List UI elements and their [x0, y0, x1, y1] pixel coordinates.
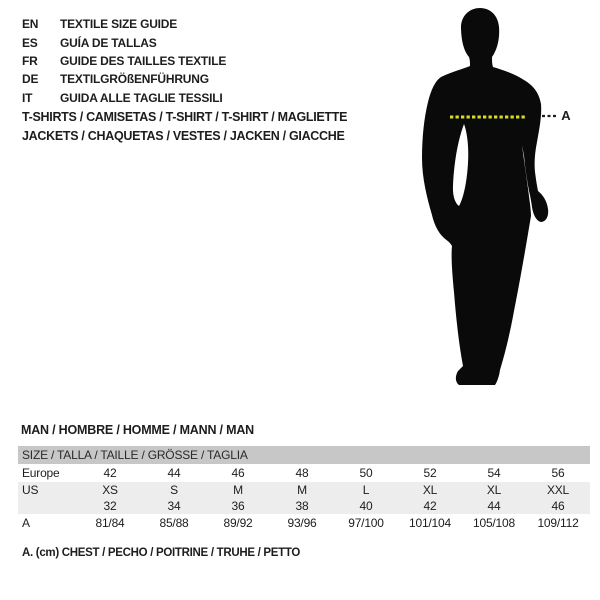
man-silhouette: [422, 8, 548, 385]
table-rowgroup-us: [18, 482, 590, 514]
section-title-man: MAN / HOMBRE / HOMME / MANN / MAN: [21, 423, 254, 437]
size-cell: 36: [231, 499, 245, 513]
size-cell: L: [362, 483, 370, 497]
size-cell: 105/108: [473, 516, 515, 530]
language-code: DE: [22, 72, 39, 87]
row-label: Europe: [22, 466, 60, 480]
language-label: GUIDE DES TAILLES TEXTILE: [60, 53, 227, 68]
size-cell: 50: [359, 466, 373, 480]
language-label: TEXTILE SIZE GUIDE: [60, 17, 178, 32]
language-code: EN: [22, 17, 39, 32]
size-cell: 56: [551, 466, 565, 480]
size-cell: 44: [167, 466, 181, 480]
size-cell: 40: [359, 499, 373, 513]
table-row-us-letters: [18, 482, 590, 498]
size-cell: 54: [487, 466, 501, 480]
measure-label-a: A: [561, 108, 571, 123]
size-cell: 52: [423, 466, 437, 480]
measurement-footnote: A. (cm) CHEST / PECHO / POITRINE / TRUHE / PETTO: [22, 547, 301, 559]
size-cell: 93/96: [287, 516, 317, 530]
language-code: ES: [22, 35, 38, 50]
size-cell: 46: [231, 466, 245, 480]
size-cell: 42: [103, 466, 117, 480]
garment-categories: [22, 108, 347, 145]
size-cell: 44: [487, 499, 501, 513]
category-line-jackets: JACKETS / CHAQUETAS / VESTES / JACKEN / GIACCHE: [22, 128, 345, 143]
size-table: [18, 446, 590, 532]
language-code: FR: [22, 53, 38, 68]
language-row-fr: [22, 52, 226, 70]
table-row-chest-a: [18, 514, 590, 532]
row-label: US: [22, 483, 39, 497]
size-cell: M: [297, 483, 307, 497]
language-code: IT: [22, 90, 33, 105]
size-cell: 32: [103, 499, 117, 513]
language-label: GUIDA ALLE TAGLIE TESSILI: [60, 90, 223, 105]
size-cell: 81/84: [95, 516, 125, 530]
size-cell: XXL: [546, 483, 570, 497]
size-cell: 34: [167, 499, 181, 513]
size-cell: M: [233, 483, 243, 497]
size-cell: XL: [486, 483, 502, 497]
size-cell: 38: [295, 499, 309, 513]
category-line-tshirts: T-SHIRTS / CAMISETAS / T-SHIRT / T-SHIRT / MAGLIETTE: [22, 110, 348, 124]
size-cell: 85/88: [159, 516, 189, 530]
size-cell: XL: [422, 483, 438, 497]
language-legend: [22, 15, 226, 107]
size-cell: 46: [551, 499, 565, 513]
row-label: A: [22, 516, 30, 530]
size-cell: 97/100: [348, 516, 384, 530]
language-row-es: [22, 33, 226, 51]
size-cell: 89/92: [223, 516, 253, 530]
table-row-europe: [18, 464, 590, 482]
language-row-it: [22, 89, 226, 107]
size-cell: 101/104: [409, 516, 451, 530]
size-cell: 42: [423, 499, 437, 513]
language-label: GUÍA DE TALLAS: [60, 35, 157, 50]
table-row-us-numbers: [18, 498, 590, 514]
language-row-en: [22, 15, 226, 33]
size-table-header: SIZE / TALLA / TAILLE / GRÖSSE / TAGLIA: [18, 446, 590, 464]
man-silhouette-figure: [395, 0, 600, 400]
language-row-de: [22, 70, 226, 88]
size-cell: 48: [295, 466, 309, 480]
size-cell: S: [170, 483, 178, 497]
language-label: TEXTILGRÖßENFÜHRUNG: [60, 72, 209, 87]
size-cell: 109/112: [537, 516, 579, 530]
size-cell: XS: [102, 483, 118, 497]
